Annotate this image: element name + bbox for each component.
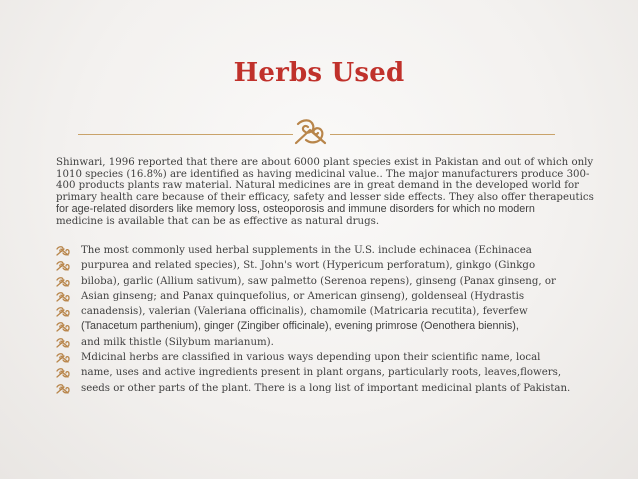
bullet-text: seeds or other parts of the plant. There is a long list of important medicinal plants of Pakistan. <box>81 382 571 394</box>
bullet-text: (Tanacetum parthenium), ginger (Zingiber officinale), evening primrose (Oenothera biennis), <box>81 320 519 333</box>
bullet-text: biloba), garlic (Allium sativum), saw palmetto (Serenoa repens), ginseng (Panax ginseng, or <box>81 275 556 287</box>
list-item <box>56 365 616 380</box>
list-item <box>56 335 616 350</box>
flourish-bullet-icon <box>56 384 70 394</box>
paragraph-line: primary health care because of their efficacy, safety and lesser side effects. They also offer therapeutics <box>56 192 594 204</box>
bullet-list <box>56 243 616 396</box>
flourish-bullet-icon <box>56 246 70 256</box>
bullet-text: canadensis), valerian (Valeriana officinalis), chamomile (Matricaria recutita), feverfew <box>81 306 528 318</box>
list-item <box>56 289 616 304</box>
flourish-bullet-icon <box>56 261 70 271</box>
paragraph-line: medicine is available that can be as effective as natural drugs. <box>56 215 380 227</box>
paragraph-line: Shinwari, 1996 reported that there are about 6000 plant species exist in Pakistan and out of which only <box>56 157 594 168</box>
paragraph-line: 1010 species (16.8%) are identified as having medicinal value.. The major manufacturers produce 300- <box>56 168 590 180</box>
bullet-text: The most commonly used herbal supplements in the U.S. include echinacea (Echinacea <box>81 245 532 256</box>
list-item <box>56 304 616 319</box>
flourish-icon <box>294 116 328 146</box>
slide-title: Herbs Used <box>233 58 405 88</box>
flourish-bullet-icon <box>56 322 70 332</box>
list-item <box>56 319 616 334</box>
paragraph-line: 400 products plants raw material. Natural medicines are in great demand in the developed world for <box>56 180 580 192</box>
paragraph-line: for age-related disorders like memory loss, osteoporosis and immune disorders for which no modern <box>56 202 535 215</box>
bullet-text: and milk thistle (Silybum marianum). <box>81 336 274 348</box>
flourish-bullet-icon <box>56 353 70 363</box>
flourish-bullet-icon <box>56 368 70 378</box>
list-item <box>56 381 616 396</box>
flourish-bullet-icon <box>56 307 70 317</box>
bullet-text: purpurea and related species), St. John's wort (Hypericum perforatum), ginkgo (Ginkgo <box>81 260 536 272</box>
list-item <box>56 258 616 273</box>
flourish-bullet-icon <box>56 292 70 302</box>
title-divider-left <box>78 134 293 135</box>
list-item <box>56 243 616 258</box>
intro-paragraph <box>56 157 596 227</box>
flourish-bullet-icon <box>56 338 70 348</box>
list-item <box>56 274 616 289</box>
bullet-text: Mdicinal herbs are classified in various ways depending upon their scientific name, local <box>81 352 541 364</box>
flourish-bullet-icon <box>56 277 70 287</box>
list-item <box>56 350 616 365</box>
bullet-text: name, uses and active ingredients present in plant organs, particularly roots, leaves,flowers, <box>81 367 562 379</box>
bullet-text: Asian ginseng; and Panax quinquefolius, or American ginseng), goldenseal (Hydrastis <box>81 290 525 302</box>
title-divider-right <box>330 134 555 135</box>
